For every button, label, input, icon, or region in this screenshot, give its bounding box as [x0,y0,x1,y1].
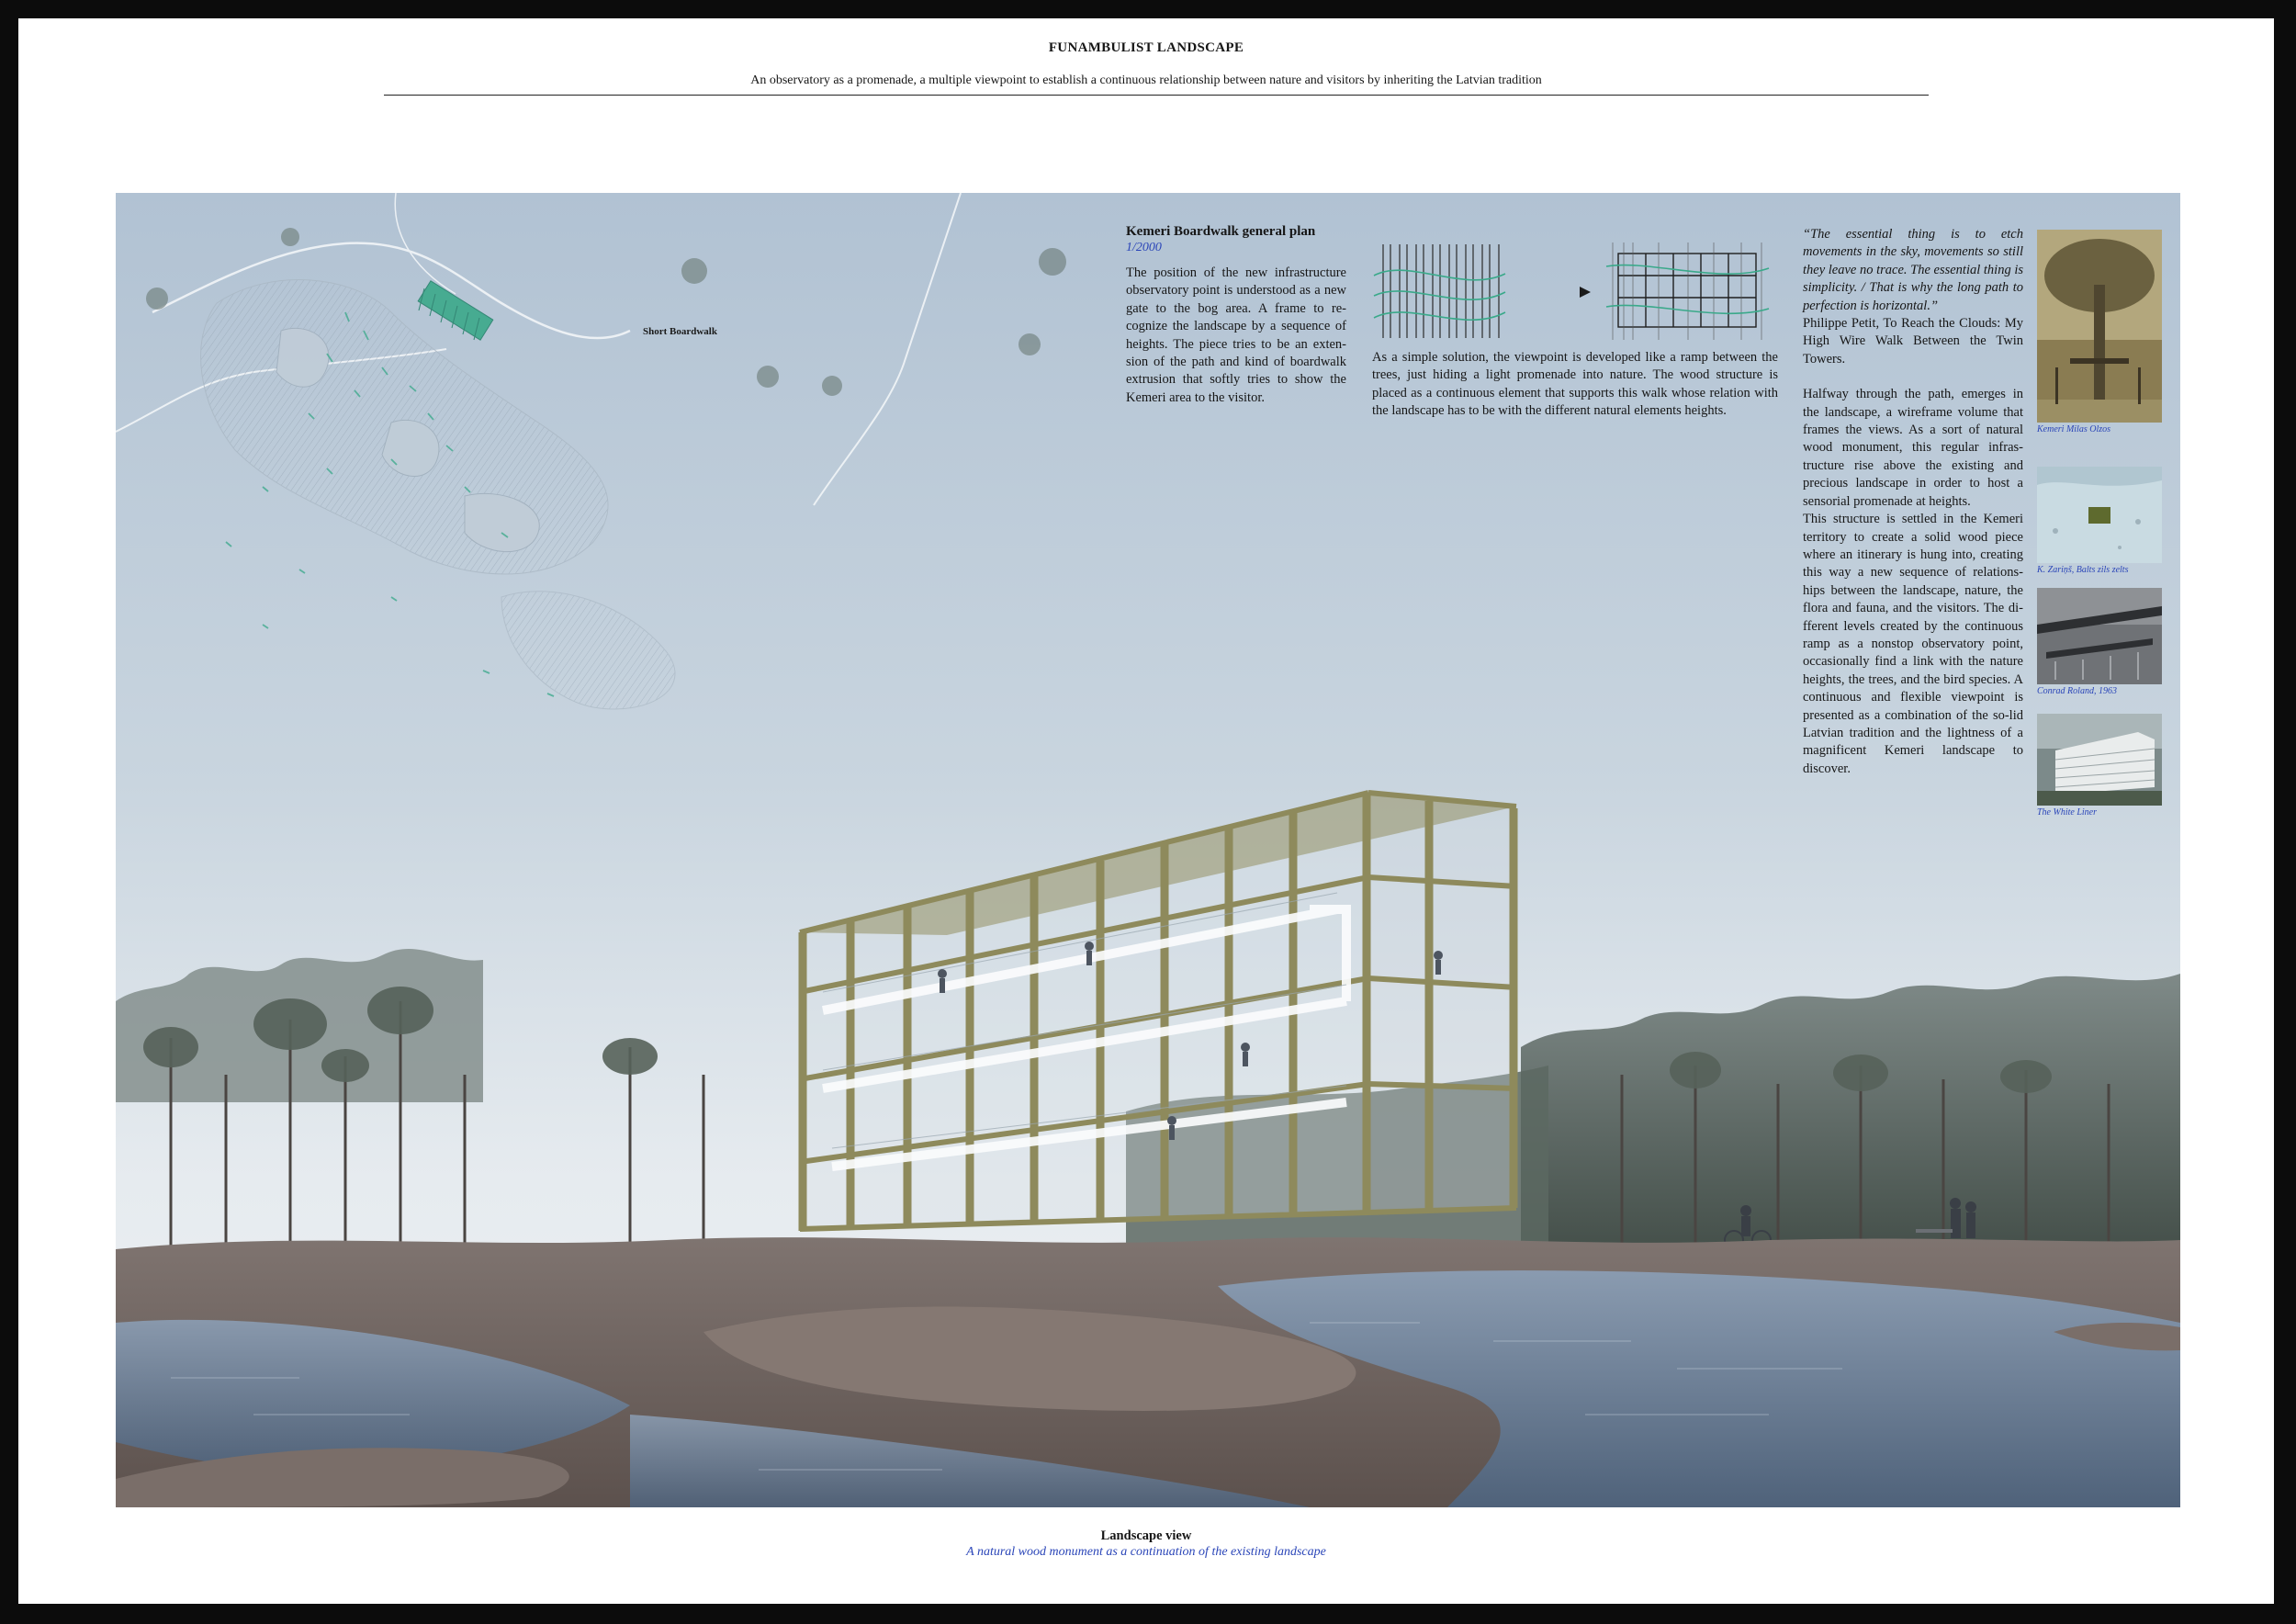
reference-caption-2: K. Zariņš, Balts zils zelts [2037,565,2129,575]
sheet-title: FUNAMBULIST LANDSCAPE [1048,40,1244,55]
reference-image-4 [2037,714,2162,818]
body-paragraph-2: This structure is settled in the Kemeri territory to create a solid wood piece where an itinerary is hung into, creating this way a new sequence of relations-hips between the landscape, nature, the flora and fauna, and the visitors. The di-fferent levels created by the continuous ramp as a nonstop observatory point, occasionally find a link with the nature heights, the trees, and the bird species. A continuous and flexible viewpoint is presented as a combination of the so-lid Latvian tradition and the lightness of a magnificent Kemeri landscape to discover. [1803,512,2023,776]
white-liner-building-photo [2037,714,2162,806]
quote-text: “The essential thing is to etch movements in the sky, movements so still they leave no trace. The essential thing is simplicity. / That is why the long path to perfection is horizontal.” [1803,227,2024,313]
reference-caption-1: Kemeri Milas Olzos [2037,424,2110,434]
diagram-thin-lines [1613,242,1761,340]
diagram-text: As a simple solution, the viewpoint is developed like a ramp between the trees, just hiding a light promenade into nature. The wood structure is placed as a continuous element that supports this walk whose relation with the landscape has to be with the different natural elements heights. [1372,350,1778,419]
ramp-concept-diagram [1372,239,1776,344]
render-caption-subtitle: A natural wood monument as a continuation of the existing landscape [966,1545,1326,1559]
diagram-ramp-right [1606,265,1769,314]
reference-caption-3: Conrad Roland, 1963 [2037,686,2117,696]
forest-platform-photo [2037,230,2162,423]
reference-image-2 [2037,467,2162,575]
painting-photo [2037,467,2162,563]
diagram-frame [1618,254,1756,327]
quote-block [1803,226,2023,778]
architecture-sketch-photo [2037,588,2162,684]
arrow-icon [1580,287,1591,298]
reference-caption-4: The White Liner [2037,807,2097,818]
quote-source: Philippe Petit, To Reach the Clouds: My High Wire Walk Between the Twin Towers. [1803,316,2023,367]
short-boardwalk-label: Short Boardwalk [643,326,717,337]
reference-image-1 [2037,230,2162,434]
plan-text: The position of the new infrastructure observatory point is understood as a new gate to the bog area. A frame to re-cognize the landscape by a sequence of heights. The piece tries to be an exten-sion of the path and kind of boardwalk extrusion that softly tries to show the Kemeri area to the visitor. [1126,265,1346,405]
render-caption-title: Landscape view [1100,1528,1192,1543]
reference-image-3 [2037,588,2162,696]
plan-title: Kemeri Boardwalk general plan [1126,224,1316,239]
landscape-panel [116,193,2180,1507]
body-paragraph-1: Halfway through the path, emerges in the landscape, a wireframe volume that frames the views. As a sort of natural wood monument, this regular infras-tructure rise above the existing and precious landscape in order to host a sensorial promenade at heights. [1803,387,2023,509]
title-divider [384,95,1929,96]
presentation-sheet [18,18,2274,1604]
sheet-subtitle: An observatory as a promenade, a multiple viewpoint to establish a continuous relationship between nature and visitors by inheriting the Latvian tradition [750,73,1542,87]
plan-description [1126,224,1346,407]
plan-scale: 1/2000 [1126,241,1162,254]
